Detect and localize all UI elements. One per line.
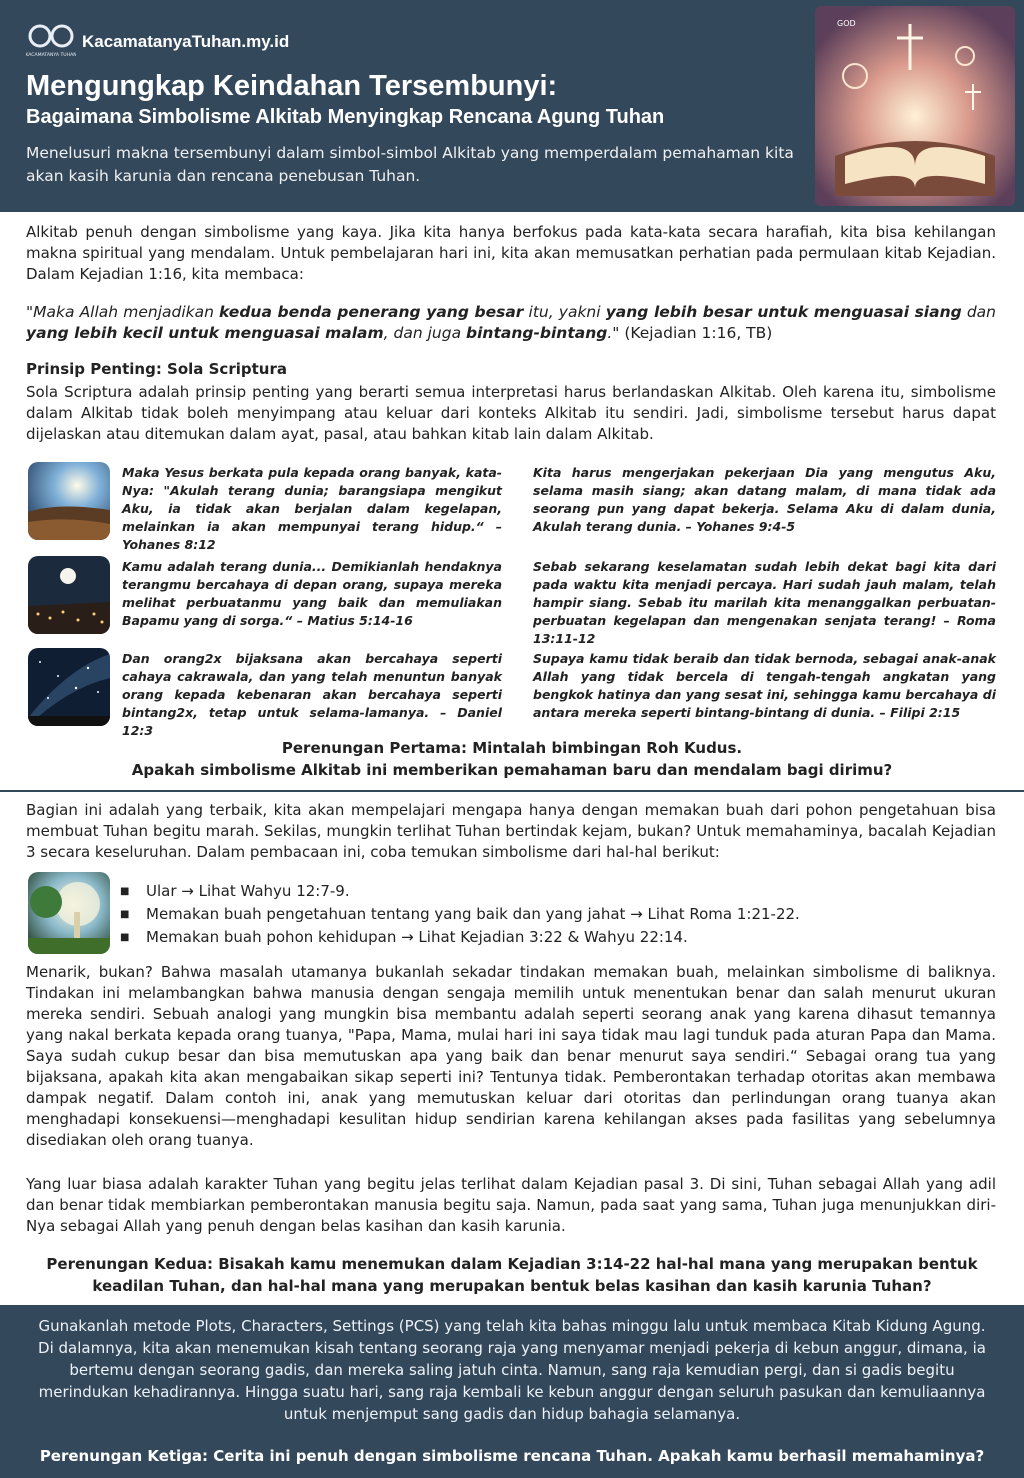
verse-matius-5-14: Kamu adalah terang dunia... Demikianlah hendaknya terangmu bercahaya di depan orang, supaya mereka melihat perbuatanmu yang baik dan memuliakan Bapamu yang di sorga.“ – Matius 5:14-16: [122, 559, 502, 628]
svg-text:KACAMATANYA TUHAN: KACAMATANYA TUHAN: [26, 53, 76, 58]
starry-sky-image: [28, 648, 110, 726]
list-item: ■ Ular → Lihat Wahyu 12:7-9.: [118, 880, 800, 903]
logo: [26, 16, 76, 64]
footer-text: Gunakanlah metode Plots, Characters, Settings (PCS) yang telah kita bahas minggu lalu untuk membaca Kitab Kidung Agung. Di dalamnya, kita akan menemukan kisah tentang seorang raja yang menyamar menjadi pekerja di kebun anggur, dimana, ia bertemu dengan seorang gadis, dan mereka saling jatuh cinta. Namun, sang raja kemudian pergi, dan si gadis begitu merindukan kehadirannya. Hingga suatu hari, sang raja kembali ke kebun anggur dengan seluruh pasukan dan kemuliaannya untuk menjemput sang gadis dan hidup bahagia selamanya.: [38, 1317, 986, 1423]
verse-yohanes-9-4: Kita harus mengerjakan pekerjaan Dia yang mengutus Aku, selama masih siang; akan datang malam, di mana tidak ada seorang pun yang dapat bekerja. Selama Aku di dalam dunia, Akulah terang dunia. – Yohanes 9:4-5: [533, 465, 996, 534]
character-paragraph: Yang luar biasa adalah karakter Tuhan yang begitu jelas terlihat dalam Kejadian pasal 3. Di sini, Tuhan sebagai Allah yang adil dan benar tidak membiarkan pemberontakan manusia begitu saja. Namun, pada saat yang sama, Tuhan juga menunjukkan diri-Nya sebagai Allah yang penuh dengan belas kasihan dan kasih karunia.: [26, 1175, 996, 1235]
reflection-first: Perenungan Pertama: Mintalah bimbingan Roh Kudus. Apakah simbolisme Alkitab ini memberikan pemahaman baru dan mendalam bagi dirimu?: [131, 739, 893, 779]
verse-row: [28, 648, 1000, 738]
reflection-second: Perenungan Kedua: Bisakah kamu menemukan dalam Kejadian 3:14-22 hal-hal mana yang merupakan bentuk keadilan Tuhan, dan hal-hal mana yang merupakan bentuk belas kasihan dan kasih karunia Tuhan?: [46, 1255, 978, 1295]
moon-city-image: [28, 556, 110, 634]
analogy-paragraph: Menarik, bukan? Bahwa masalah utamanya bukanlah sekadar tindakan memakan buah, melainkan simbolisme di baliknya. Tindakan ini melambangkan bahwa manusia dengan sengaja memilih untuk menentukan benar dan salah menurut ukuran mereka sendiri. Sebuah analogi yang mungkin bisa membantu adalah seperti seorang anak yang karena dihasut temannya yang nakal berkata kepada orang tuanya, "Papa, Mama, mulai hari ini saya tidak mau lagi tunduk pada aturan Papa dan Mama. Saya sudah cukup besar dan bisa memutuskan apa yang baik dan benar menurut saya sendiri.“ Sebagai orang tua yang bijaksana, apakah kita akan mengabaikan sikap seperti ini? Tentunya tidak. Pemberontakan terhadap otoritas akan membawa dampak negatif. Dalam contoh ini, anak yang memutuskan keluar dari otoritas dan perlindungan orang tuanya akan menghadapi konsekuensi—menghadapi kesulitan hidup sendirian karena kehilangan akses pada fasilitas yang sebelumnya disediakan oleh orang tuanya.: [26, 963, 996, 1149]
verse-yohanes-8-12: Maka Yesus berkata pula kepada orang banyak, kata-Nya: "Akulah terang dunia; barangsiapa mengikut Aku, ia tidak akan berjalan dalam kegelapan, melainkan ia akan mempunyai terang hidup.“ – Yohanes 8:12: [122, 465, 502, 552]
intro-paragraph: Alkitab penuh dengan simbolisme yang kaya. Jika kita hanya berfokus pada kata-kata secara harafiah, kita bisa kehilangan makna spiritual yang mendalam. Untuk pembelajaran hari ini, kita akan memusatkan perhatian pada permulaan kitab Kejadian. Dalam Kejadian 1:16, kita membaca:: [26, 223, 996, 283]
section-divider: [0, 790, 1024, 792]
reflection-third: Perenungan Ketiga: Cerita ini penuh dengan simbolisme rencana Tuhan. Apakah kamu berhasil memahaminya?: [39, 1447, 985, 1465]
sola-scriptura-paragraph: Sola Scriptura adalah prinsip penting yang berarti semua interpretasi harus berlandaskan Alkitab. Oleh karena itu, simbolisme dalam Alkitab tidak boleh menyimpang atau keluar dari konteks Alkitab itu sendiri. Jadi, simbolisme tersebut harus dapat dijelaskan atau ditemukan dalam ayat, pasal, atau bahkan kitab lain dalam Alkitab.: [26, 383, 996, 443]
page-subtitle-heading: Bagaimana Simbolisme Alkitab Menyingkap Rencana Agung Tuhan: [26, 106, 665, 128]
footer-panel: [0, 1305, 1024, 1478]
genesis-quote: "Maka Allah menjadikan kedua benda penerang yang besar itu, yakni yang lebih besar untuk menguasai siang dan yang lebih kecil untuk menguasai malam, dan juga bintang-bintang." (Kejadian 1:16, TB): [26, 303, 996, 342]
verse-row: [28, 462, 1000, 552]
page-title: Mengungkap Keindahan Tersembunyi:: [26, 70, 558, 102]
list-item: ■ Memakan buah pohon kehidupan → Lihat Kejadian 3:22 & Wahyu 22:14.: [118, 926, 800, 949]
page-lede: Menelusuri makna tersembunyi dalam simbol-simbol Alkitab yang memperdalam pemahaman kita akan kasih karunia dan rencana penebusan Tuhan.: [26, 144, 794, 185]
symbolism-list: [118, 880, 800, 949]
verse-daniel-12-3: Dan orang2x bijaksana akan bercahaya seperti cahaya cakrawala, dan yang telah menuntun banyak orang kepada kebenaran akan bercahaya seperti bintang2x, tetap untuk selama-lamanya. – Daniel 12:3: [122, 651, 502, 738]
tree-of-life-image: [28, 872, 110, 954]
sola-scriptura-heading: Prinsip Penting: Sola Scriptura: [26, 360, 287, 378]
svg-text:GOD: GOD: [837, 19, 856, 28]
list-item: ■ Memakan buah pengetahuan tentang yang baik dan yang jahat → Lihat Roma 1:21-22.: [118, 903, 800, 926]
sunrise-landscape-image: [28, 462, 110, 540]
verse-roma-13-11: Sebab sekarang keselamatan sudah lebih dekat bagi kita dari pada waktu kita menjadi percaya. Hari sudah jauh malam, telah hampir siang. Sebab itu marilah kita menanggalkan perbuatan-perbuatan kegelapan dan mengenakan senjata terang! – Roma 13:11-12: [533, 559, 996, 646]
site-name[interactable]: KacamatanyaTuhan.my.id: [82, 32, 290, 51]
verse-filipi-2-15: Supaya kamu tidak beraib dan tidak bernoda, sebagai anak-anak Allah yang tidak bercela di tengah-tengah angkatan yang bengkok hatinya dan yang sesat ini, sehingga kamu bercahaya di antara mereka seperti bintang-bintang di dunia. – Filipi 2:15: [533, 651, 996, 720]
hero-bible-image: [815, 6, 1015, 206]
section2-intro: Bagian ini adalah yang terbaik, kita akan mempelajari mengapa hanya dengan memakan buah dari pohon pengetahuan bisa membuat Tuhan begitu marah. Sekilas, mungkin terlihat Tuhan bertindak kejam, bukan? Untuk memahaminya, bacalah Kejadian 3 secara keseluruhan. Dalam pembacaan ini, coba temukan simbolisme dari hal-hal berikut:: [26, 801, 996, 861]
header-banner: [0, 0, 1024, 212]
verse-row: [28, 556, 1000, 646]
